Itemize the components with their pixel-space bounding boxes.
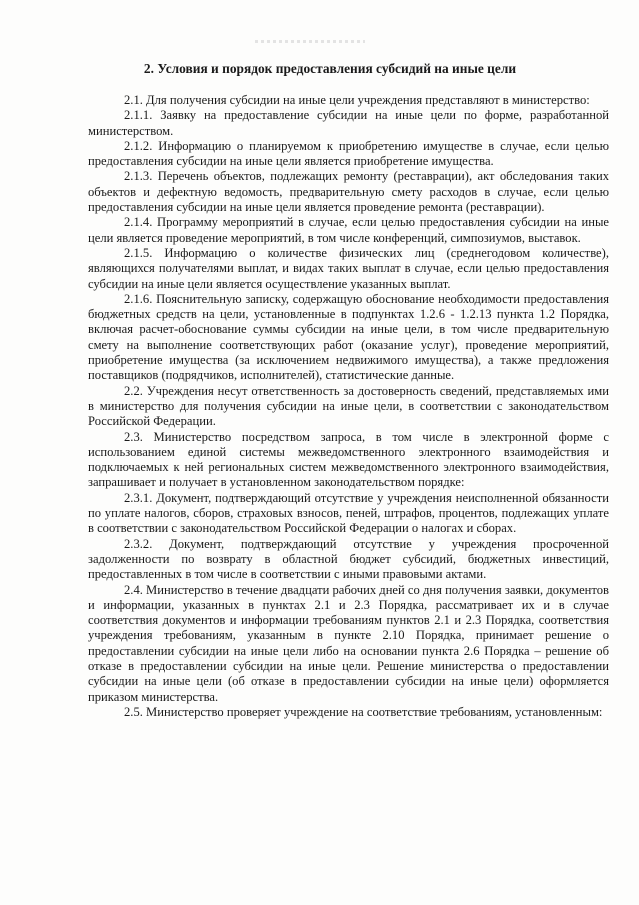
paragraph-2-1-1: 2.1.1. Заявку на предоставление субсидии на иные цели по форме, разработанной министерством.: [88, 108, 609, 138]
paragraph-2-4: 2.4. Министерство в течение двадцати рабочих дней со дня получения заявки, документов и информации, указанных в пунктах 2.1 и 2.3 Порядка, рассматривает их и в случае соответствия документов и информации требованиям пунктов 2.1 и 2.3 Порядка, соответствия учреждения требованиям, указанным в пункте 2.10 Порядка, принимает решение о предоставлении субсидии на иные цели либо на основании пункта 2.6 Порядка – решение об отказе в предоставлении субсидии на иные цели. Решение министерства о предоставлении субсидии на иные цели (об отказе в предоставлении субсидии на иные цели) оформляется приказом министерства.: [88, 582, 609, 704]
document-body: [88, 93, 609, 720]
paragraph-2-1: 2.1. Для получения субсидии на иные цели учреждения представляют в министерство:: [124, 93, 590, 107]
paragraph-2-3-2: 2.3.2. Документ, подтверждающий отсутствие у учреждения просроченной задолженности по возврату в областной бюджет субсидий, бюджетных инвестиций, предоставленных в том числе в соответствии с иными правовыми актами.: [88, 536, 609, 582]
paragraph-2-1-2: 2.1.2. Информацию о планируемом к приобретению имуществе в случае, если целью предоставления субсидии на иные цели является приобретение имущества.: [88, 138, 609, 169]
paragraph-2-2: 2.2. Учреждения несут ответственность за достоверность сведений, представляемых ими в министерство для получения субсидии на иные цели, в соответствии с законодательством Российской Федерации.: [88, 383, 609, 429]
paragraph-2-1-5: 2.1.5. Информацию о количестве физических лиц (среднегодовом количестве), являющихся получателями выплат, и видах таких выплат в случае, если целью предоставления субсидии на иные цели является осуществление указанных выплат.: [88, 245, 609, 291]
paragraph-2-5: 2.5. Министерство проверяет учреждение на соответствие требованиям, установленным:: [124, 704, 603, 719]
paragraph-2-1-4: 2.1.4. Программу мероприятий в случае, если целью предоставления субсидии на иные цели является проведение мероприятий, в том числе конференций, симпозиумов, выставок.: [88, 215, 609, 245]
section-heading: 2. Условия и порядок предоставления субсидий на иные цели: [143, 61, 517, 76]
paragraph-2-1-3: 2.1.3. Перечень объектов, подлежащих ремонту (реставрации), акт обследования таких объектов и дефектную ведомость, предварительную смету расходов в случае, если целью предоставления субсидии на иные цели является проведение ремонта (реставрации).: [88, 169, 609, 215]
scan-artifact: [255, 40, 365, 43]
paragraph-2-3-1: 2.3.1. Документ, подтверждающий отсутствие у учреждения неисполненной обязанности по уплате налогов, сборов, страховых взносов, пеней, штрафов, процентов, подлежащих уплате в соответствии с законодательством Российской Федерации о налогах и сборах.: [88, 490, 609, 536]
paragraph-2-1-6: 2.1.6. Пояснительную записку, содержащую обоснование необходимости предоставления бюджетных средств на цели, установленные в подпунктах 1.2.6 - 1.2.13 пункта 1.2 Порядка, включая расчет-обоснование суммы субсидии на иные цели, в том числе предварительную смету на выполнение соответствующих работ (оказание услуг), проведение мероприятий, приобретение имущества (за исключением недвижимого имущества), а также предложения поставщиков (подрядчиков, исполнителей), статистические данные.: [88, 291, 609, 383]
paragraph-2-3: 2.3. Министерство посредством запроса, в том числе в электронной форме с использованием единой системы межведомственного электронного взаимодействия и подключаемых к ней региональных систем межведомственного электронного взаимодействия, запрашивает и получает в установленном законодательством порядке:: [88, 429, 609, 490]
